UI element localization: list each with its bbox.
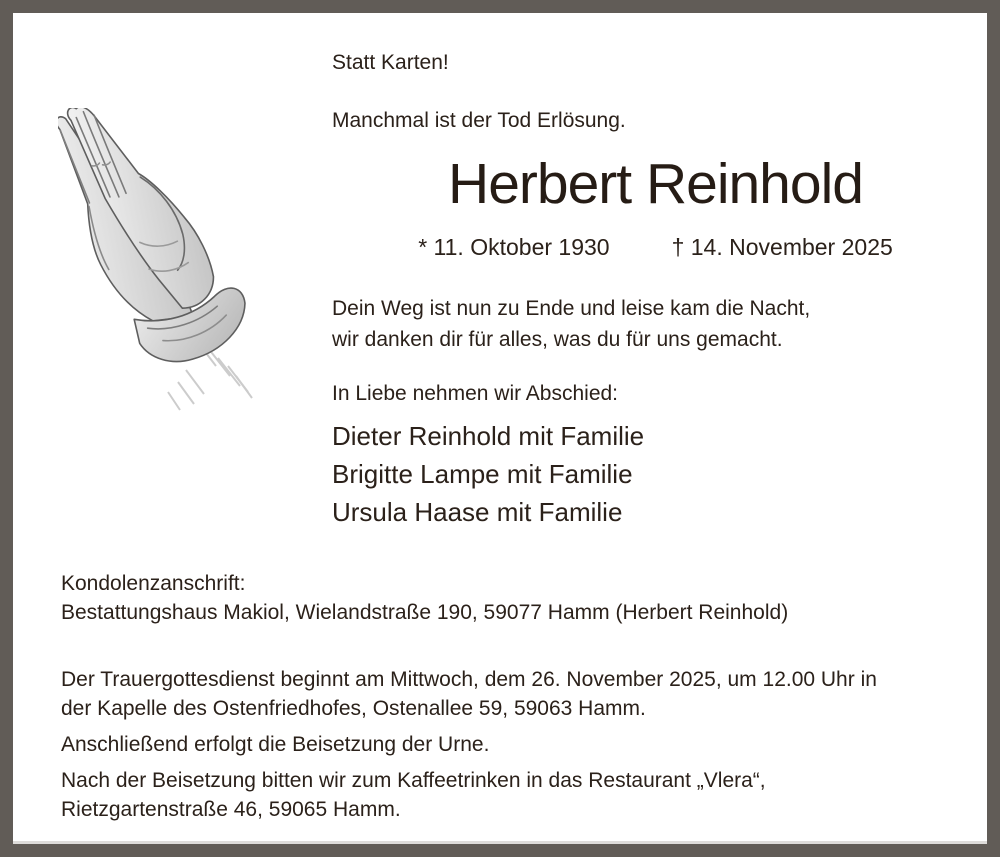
memorial-verse (332, 293, 810, 355)
life-dates (333, 234, 978, 261)
condolence-label: Kondolenzanschrift: (61, 572, 246, 595)
verse-line: wir danken dir für alles, was du für uns gemacht. (332, 328, 783, 351)
service-line: der Kapelle des Ostenfriedhofes, Ostenallee 59, 59063 Hamm. (61, 696, 646, 720)
deceased-name: Herbert Reinhold (448, 152, 863, 216)
verse-line: Dein Weg ist nun zu Ende und leise kam die Nacht, (332, 297, 811, 320)
praying-hands-icon (58, 108, 268, 418)
preface-note: Statt Karten! (332, 51, 449, 74)
birth-date: * 11. Oktober 1930 (418, 234, 610, 260)
mourner-item: Ursula Haase mit Familie (332, 497, 623, 527)
farewell-intro: In Liebe nehmen wir Abschied: (332, 382, 619, 405)
epigraph: Manchmal ist der Tod Erlösung. (332, 109, 626, 132)
mourners-list (332, 417, 644, 531)
condolence-block (61, 570, 788, 627)
mourner-item: Dieter Reinhold mit Familie (332, 421, 645, 451)
service-info (61, 666, 877, 723)
reception-line: Rietzgartenstraße 46, 59065 Hamm. (61, 797, 401, 821)
burial-note: Anschließend erfolgt die Beisetzung der Urne. (61, 733, 490, 756)
condolence-address: Bestattungshaus Makiol, Wielandstraße 190, 59077 Hamm (Herbert Reinhold) (61, 600, 789, 624)
mourner-item: Brigitte Lampe mit Familie (332, 459, 633, 489)
death-date: † 14. November 2025 (671, 234, 893, 260)
reception-line: Nach der Beisetzung bitten wir zum Kaffeetrinken in das Restaurant „Vlera“, (61, 769, 766, 792)
service-line: Der Trauergottesdienst beginnt am Mittwoch, dem 26. November 2025, um 12.00 Uhr in (61, 668, 877, 691)
praying-hands-image (58, 108, 268, 418)
reception-info (61, 767, 766, 824)
